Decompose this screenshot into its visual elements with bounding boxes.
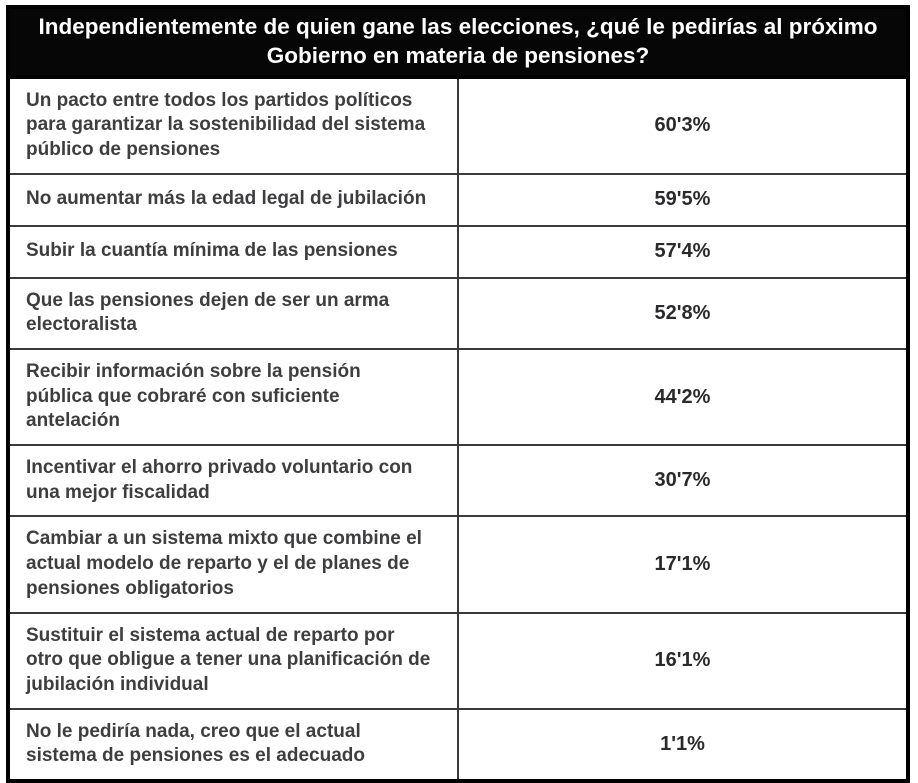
table-row <box>8 709 908 781</box>
table-row <box>8 278 908 349</box>
option-label: Cambiar a un sistema mixto que combine el actual modelo de reparto y el de planes de pensiones obligatorios <box>8 516 458 612</box>
table-row <box>8 226 908 278</box>
option-percentage: 52'8% <box>458 278 908 349</box>
option-label: Un pacto entre todos los partidos políticos para garantizar la sostenibilidad del sistema público de pensiones <box>8 77 458 174</box>
table-row <box>8 174 908 226</box>
option-label: No le pediría nada, creo que el actual sistema de pensiones es el adecuado <box>8 709 458 781</box>
option-label: Que las pensiones dejen de ser un arma electoralista <box>8 278 458 349</box>
option-percentage: 17'1% <box>458 516 908 612</box>
table-row <box>8 349 908 445</box>
option-percentage: 59'5% <box>458 174 908 226</box>
option-percentage: 44'2% <box>458 349 908 445</box>
option-percentage: 60'3% <box>458 77 908 174</box>
table-row <box>8 77 908 174</box>
pensions-survey-table <box>6 5 910 783</box>
table-row <box>8 516 908 612</box>
option-percentage: 16'1% <box>458 613 908 709</box>
option-label: Recibir información sobre la pensión pública que cobraré con suficiente antelación <box>8 349 458 445</box>
option-percentage: 30'7% <box>458 445 908 516</box>
table-header-row <box>8 7 908 77</box>
option-percentage: 1'1% <box>458 709 908 781</box>
option-label: Subir la cuantía mínima de las pensiones <box>8 226 458 278</box>
option-label: Incentivar el ahorro privado voluntario con una mejor fiscalidad <box>8 445 458 516</box>
table-title: Independientemente de quien gane las elecciones, ¿qué le pedirías al próximo Gobierno en materia de pensiones? <box>8 7 908 77</box>
option-label: No aumentar más la edad legal de jubilación <box>8 174 458 226</box>
option-percentage: 57'4% <box>458 226 908 278</box>
table-row <box>8 445 908 516</box>
option-label: Sustituir el sistema actual de reparto por otro que obligue a tener una planificación de jubilación individual <box>8 613 458 709</box>
table-row <box>8 613 908 709</box>
